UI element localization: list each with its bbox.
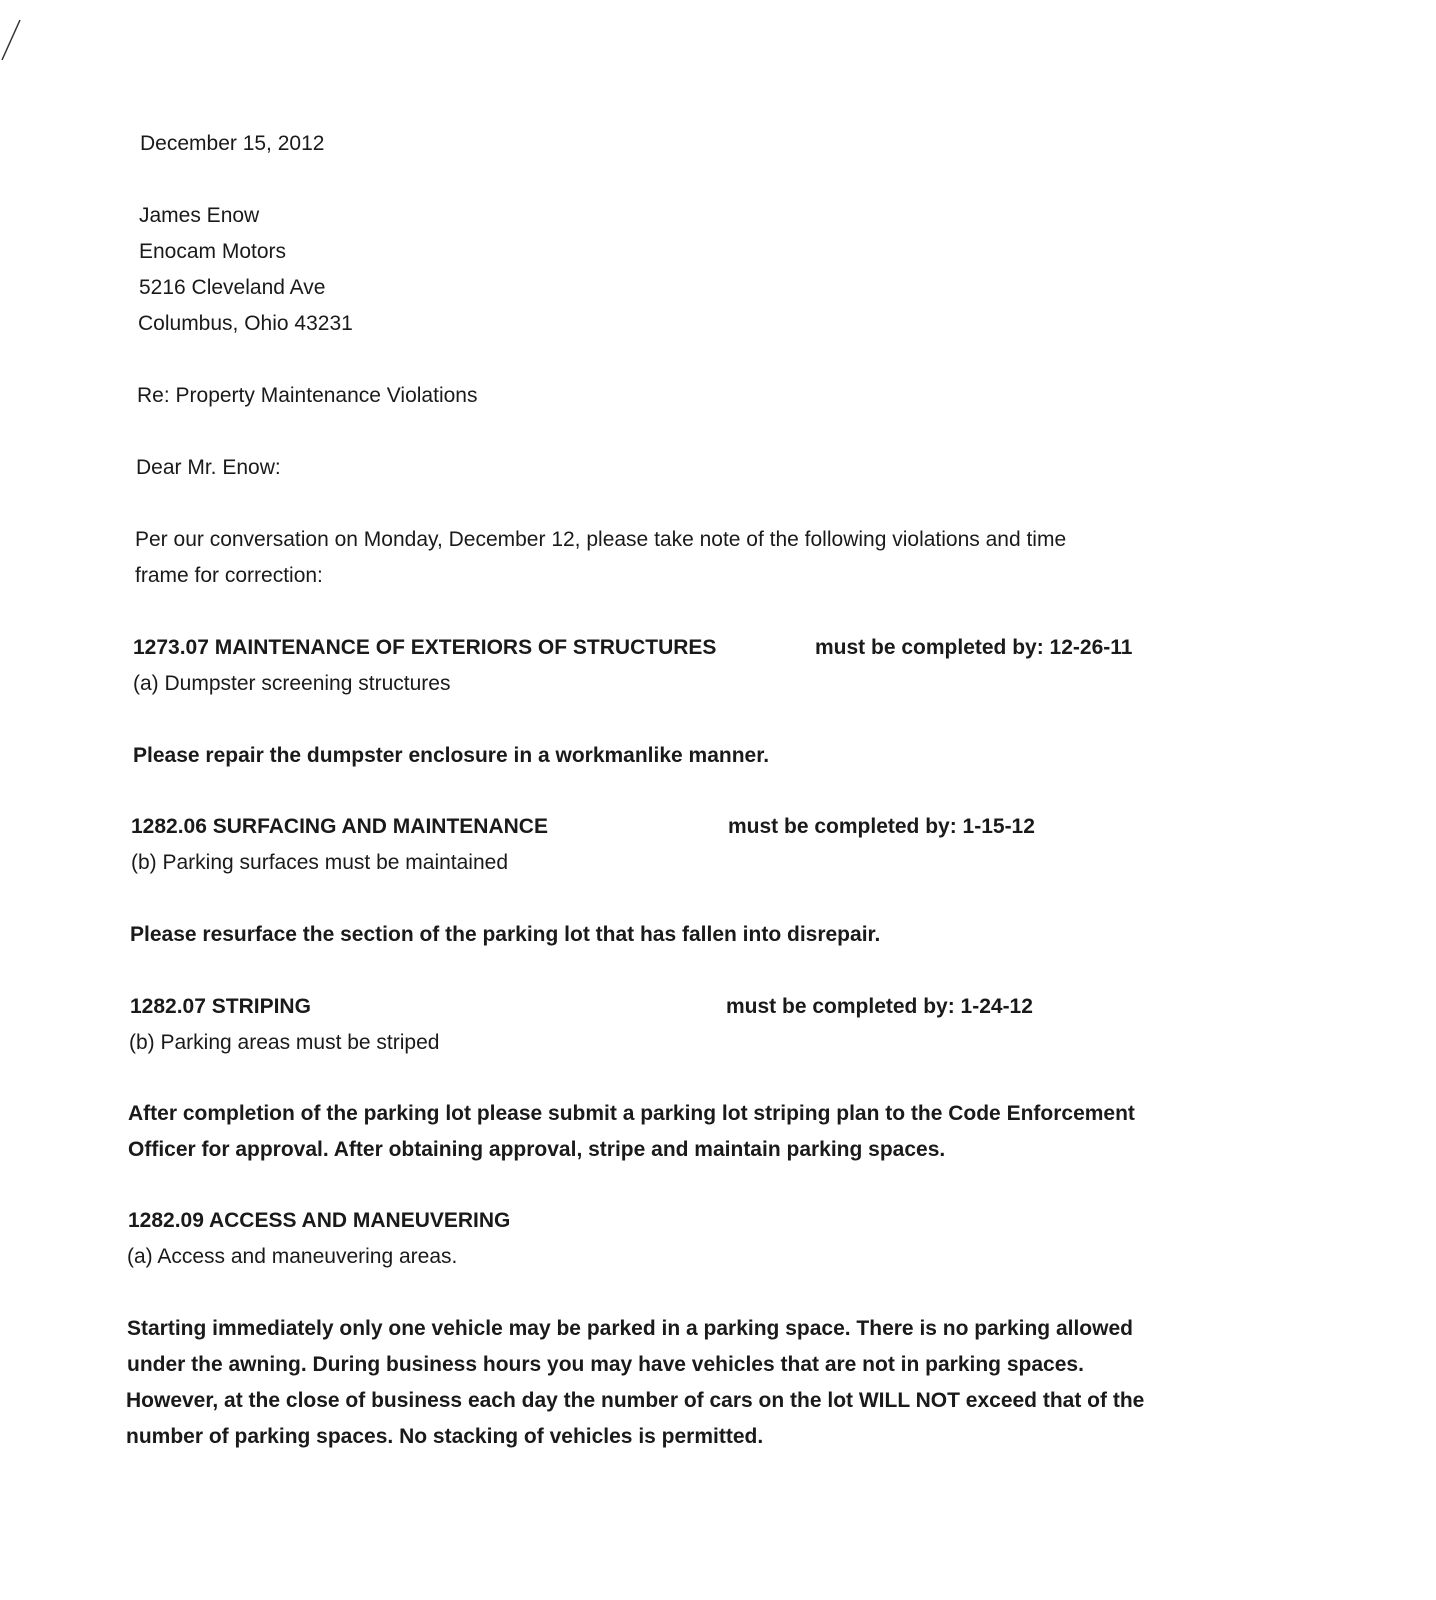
violation-item: (b) Parking areas must be striped [129, 1031, 440, 1054]
recipient-company: Enocam Motors [139, 240, 287, 263]
letter-date: December 15, 2012 [140, 132, 325, 155]
intro-line: Per our conversation on Monday, December 12, please take note of the following violations and time [135, 528, 1067, 551]
violation-instruction: Officer for approval. After obtaining approval, stripe and maintain parking spaces. [128, 1138, 946, 1161]
recipient-street: 5216 Cleveland Ave [139, 276, 326, 299]
violation-instruction: However, at the close of business each day the number of cars on the lot WILL NOT exceed that of the [126, 1389, 1145, 1412]
violation-item: (a) Access and maneuvering areas. [127, 1245, 458, 1268]
violation-instruction: number of parking spaces. No stacking of vehicles is permitted. [126, 1425, 764, 1448]
intro-line: frame for correction: [135, 564, 323, 587]
violation-item: (b) Parking surfaces must be maintained [131, 851, 509, 874]
violation-instruction: Please repair the dumpster enclosure in a workmanlike manner. [133, 744, 770, 767]
violation-instruction: Starting immediately only one vehicle may be parked in a parking space. There is no parking allowed [127, 1317, 1133, 1340]
violation-deadline: must be completed by: 12-26-11 [815, 636, 1133, 659]
violation-code: 1282.07 STRIPING [130, 995, 311, 1018]
violation-deadline: must be completed by: 1-24-12 [726, 995, 1033, 1018]
recipient-city: Columbus, Ohio 43231 [138, 312, 353, 335]
salutation: Dear Mr. Enow: [136, 456, 281, 479]
violation-instruction: Please resurface the section of the parking lot that has fallen into disrepair. [130, 923, 881, 946]
recipient-name: James Enow [139, 204, 260, 227]
violation-instruction: After completion of the parking lot please submit a parking lot striping plan to the Code Enforcement [128, 1102, 1135, 1125]
violation-code: 1282.09 ACCESS AND MANEUVERING [128, 1209, 511, 1232]
violation-code: 1282.06 SURFACING AND MAINTENANCE [131, 815, 548, 838]
violation-code: 1273.07 MAINTENANCE OF EXTERIORS OF STRUCTURES [133, 636, 717, 659]
pen-mark [0, 18, 22, 62]
subject-line: Re: Property Maintenance Violations [137, 384, 478, 407]
violation-item: (a) Dumpster screening structures [133, 672, 451, 695]
violation-instruction: under the awning. During business hours you may have vehicles that are not in parking spaces. [127, 1353, 1084, 1376]
violation-deadline: must be completed by: 1-15-12 [728, 815, 1035, 838]
